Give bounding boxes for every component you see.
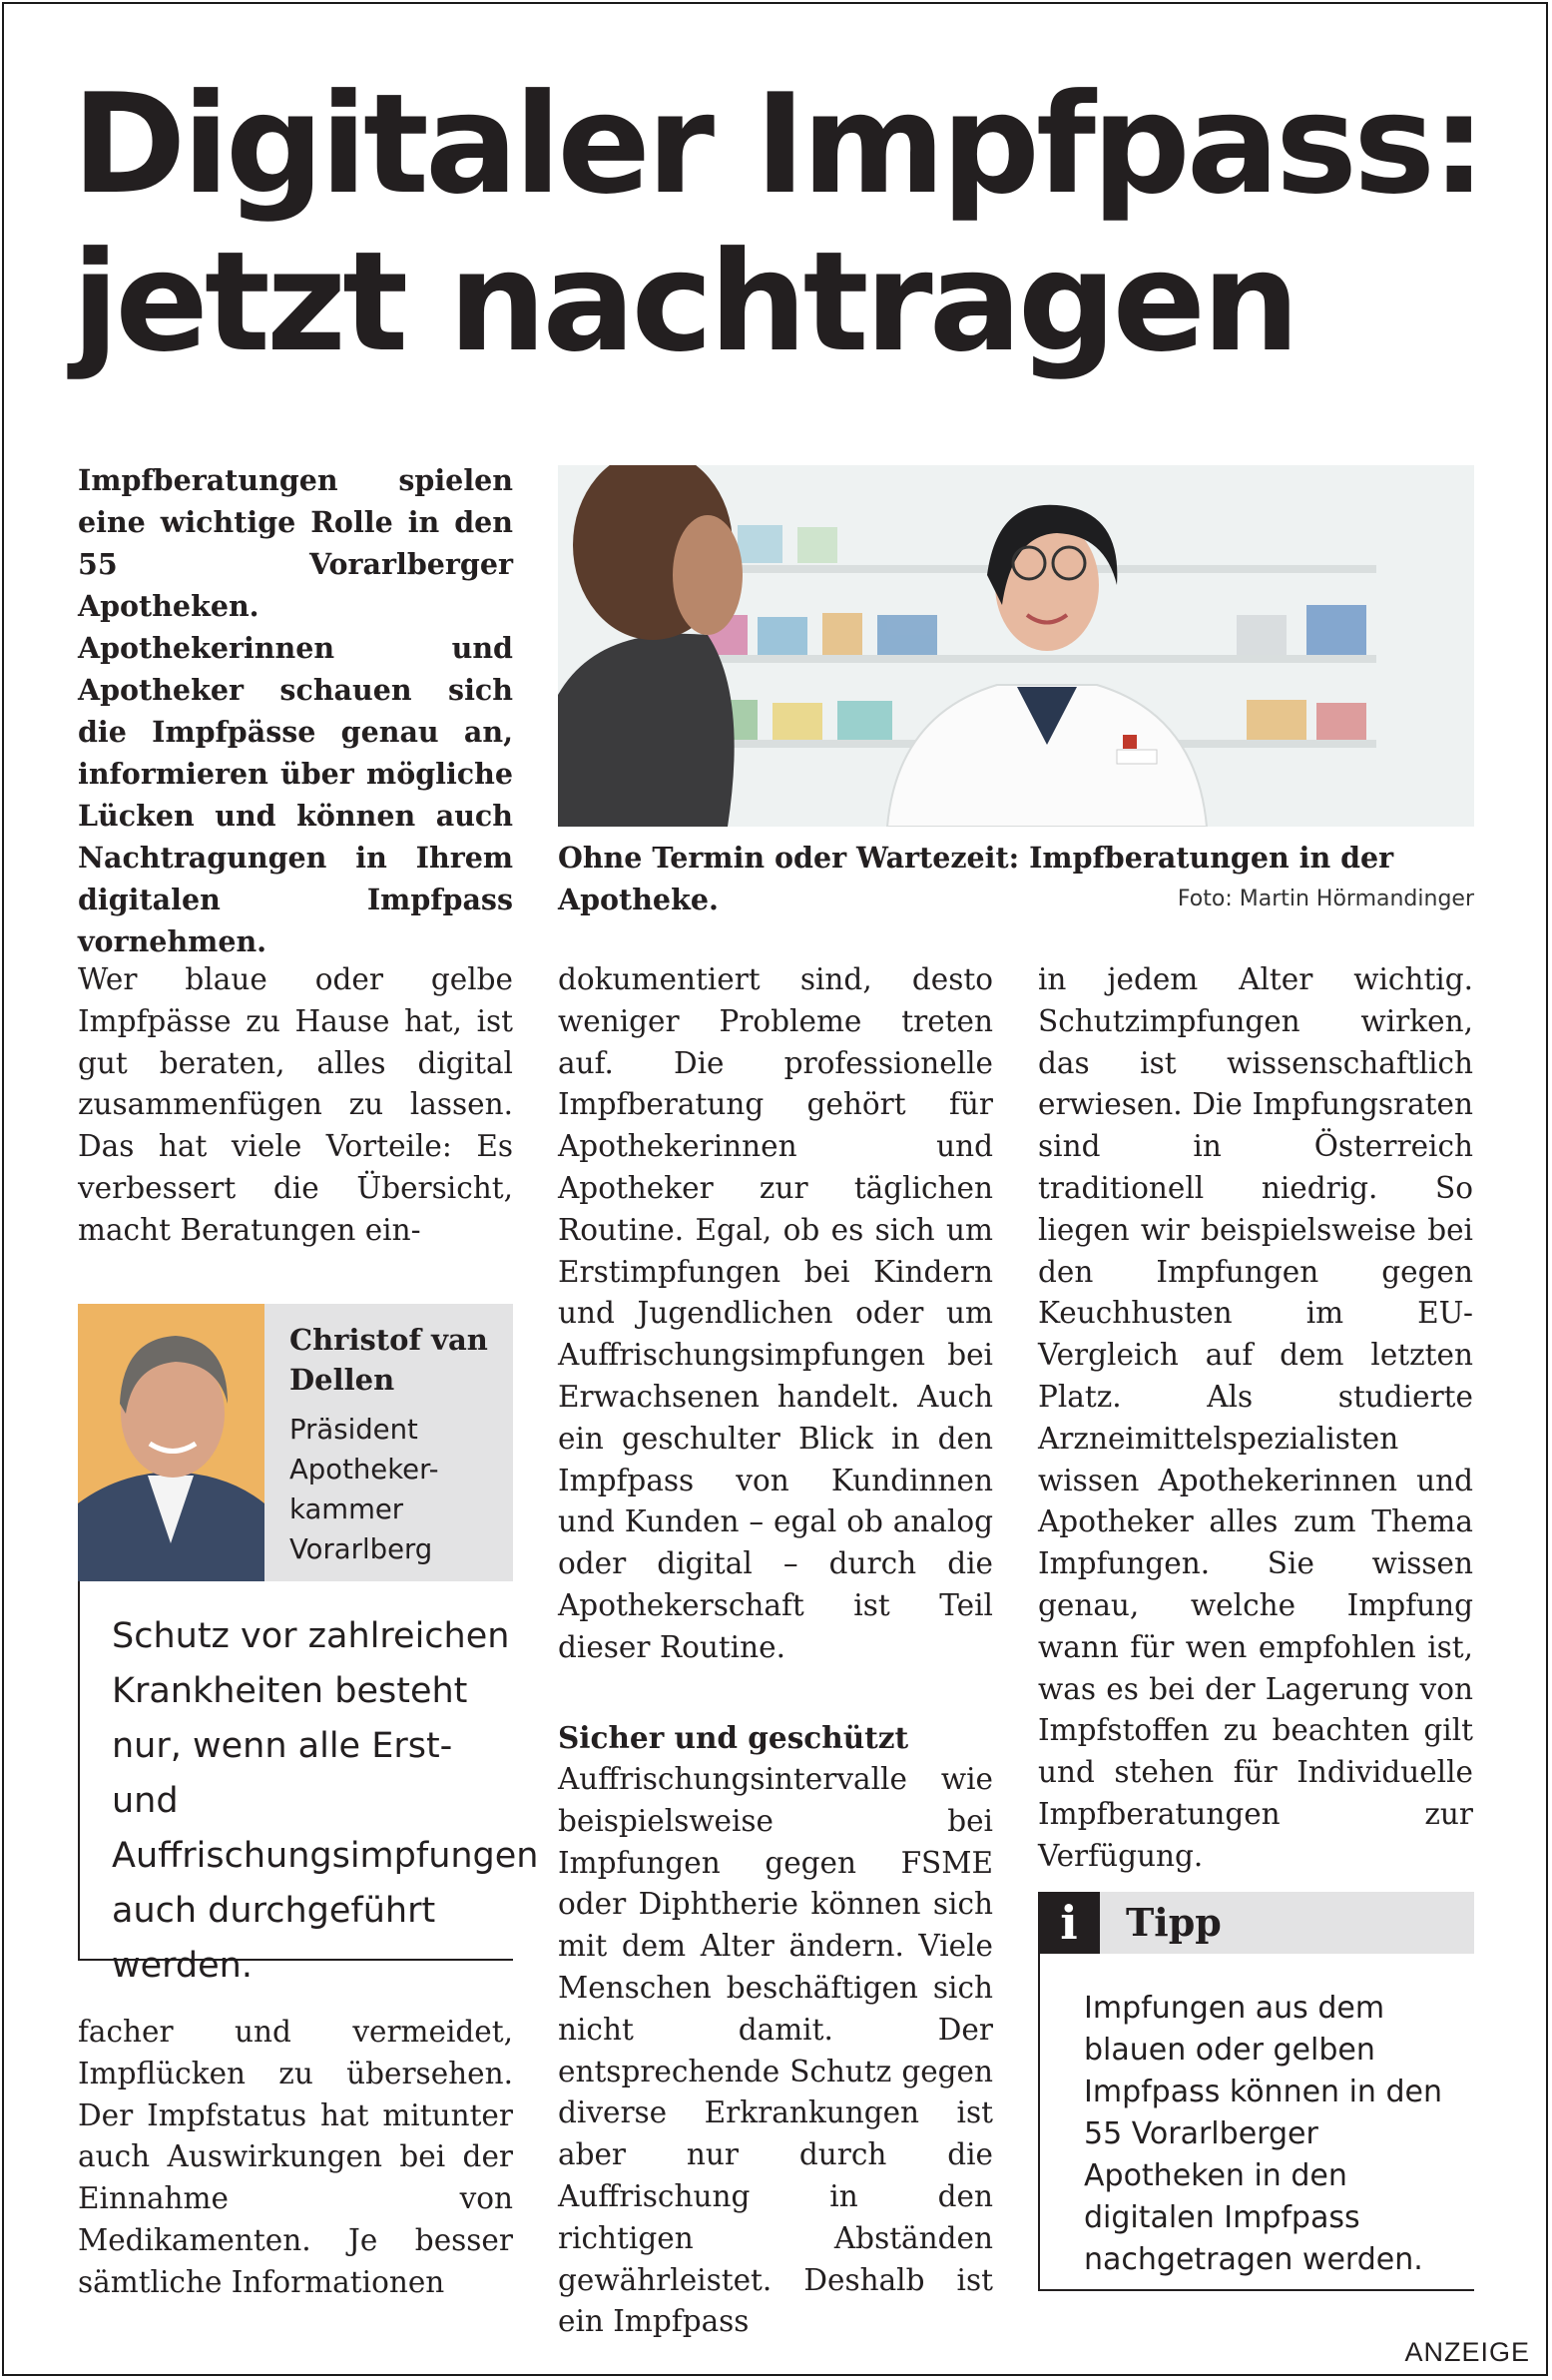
body-column-1-bottom: facher und vermeidet, Impflücken zu übersehen. Der Impfstatus hat mitunter auch Auswirkungen bei der Einnahme von Medikamenten. Je besser sämtliche Informationen: [78, 2015, 513, 2299]
person-box: [78, 1304, 513, 1581]
person-name: Christof van Dellen: [289, 1323, 488, 1397]
body-column-2-continued: Auffrischungsintervalle wie beispielsweise bei Impfungen gegen FSME oder Diphtherie können sich mit dem Alter ändern. Viele Menschen beschäftigen sich nicht damit. Der entsprechende Schutz gegen diverse Erkrankungen ist aber nur durch die Auffrischung in den richtigen Abständen gewährleistet. Deshalb ist ein Impfpass: [558, 1762, 993, 2339]
person-role-line-2: Apotheker-: [289, 1454, 439, 1486]
person-role-line-1: Präsident: [289, 1414, 418, 1446]
person-role-line-4: Vorarlberg: [289, 1533, 433, 1565]
person-portrait: [78, 1304, 264, 1581]
quote-box: [78, 1581, 539, 1986]
person-role-line-3: kammer: [289, 1493, 404, 1525]
tipp-title: Tipp: [1126, 1900, 1222, 1945]
advertisement-label: ANZEIGE: [1404, 2337, 1530, 2367]
photo-caption: Ohne Termin oder Wartezeit: Impfberatungen in der Apotheke.: [558, 841, 1394, 916]
body-column-1-top: Wer blaue oder gelbe Impfpässe zu Hause hat, ist gut beraten, alles digital zusammenfügen zu lassen. Das hat viele Vorteile: Es verbessert die Übersicht, macht Beratungen ein-: [78, 962, 513, 1247]
tipp-text: Impfungen aus dem blauen oder gelben Impfpass können in den 55 Vorarlberger Apotheken in den digitalen Impfpass nachgetragen werden.: [1084, 1991, 1442, 2277]
body-column-3: in jedem Alter wichtig. Schutzimpfungen wirken, das ist wissenschaftlich erwiesen. Die Impfungsraten sind in Österreich traditionell niedrig. So liegen wir beispielsweise bei den Impfungen gegen Keuchhusten im EU-Vergleich auf dem letzten Platz. Als studierte Arzneimittelspezialisten wissen Apothekerinnen und Apotheker alles zum Thema Impfungen. Sie wissen genau, welche Impfung wann für wen empfohlen ist, was es bei der Lagerung von Impfstoffen zu beachten gilt und stehen für Individuelle Impfberatungen zur Verfügung.: [1038, 962, 1473, 1873]
subheading: Sicher und geschützt: [558, 1720, 909, 1755]
person-role: [289, 1410, 499, 1569]
headline: [72, 66, 1489, 381]
photo-credit: Foto: Martin Hörmandinger: [1177, 887, 1474, 911]
headline-line-1: Digitaler Impfpass:: [72, 64, 1483, 225]
info-icon: i: [1038, 1892, 1100, 1954]
quote-text: Schutz vor zahlreichen Krankheiten besteht nur, wenn alle Erst- und Auffrischungsimpfungen auch durchgeführt werden.: [112, 1616, 539, 1986]
body-column-2: dokumentiert sind, desto weniger Probleme treten auf. Die professionelle Impfberatung gehört für Apothekerinnen und Apotheker zur täglichen Routine. Egal, ob es sich um Erstimpfungen bei Kindern und Jugendlichen oder um Auffrischungsimpfungen bei Erwachsenen handelt. Auch ein geschulter Blick in den Impfpass von Kundinnen und Kunden – egal ob analog oder digital – durch die Apothekerschaft ist Teil dieser Routine.: [558, 962, 993, 1664]
lead-paragraph: Impfberatungen spielen eine wichtige Rolle in den 55 Vorarlberger Apotheken. Apothekerinnen und Apotheker schauen sich die Impfpässe genau an, informieren über mögliche Lücken und können auch Nachtragungen in Ihrem digitalen Impfpass vornehmen.: [78, 463, 513, 958]
tipp-header: [1038, 1892, 1474, 1954]
headline-line-2: jetzt nachtragen: [72, 222, 1296, 382]
pharmacy-photo: [558, 465, 1474, 827]
tipp-box: [1038, 1954, 1474, 2291]
